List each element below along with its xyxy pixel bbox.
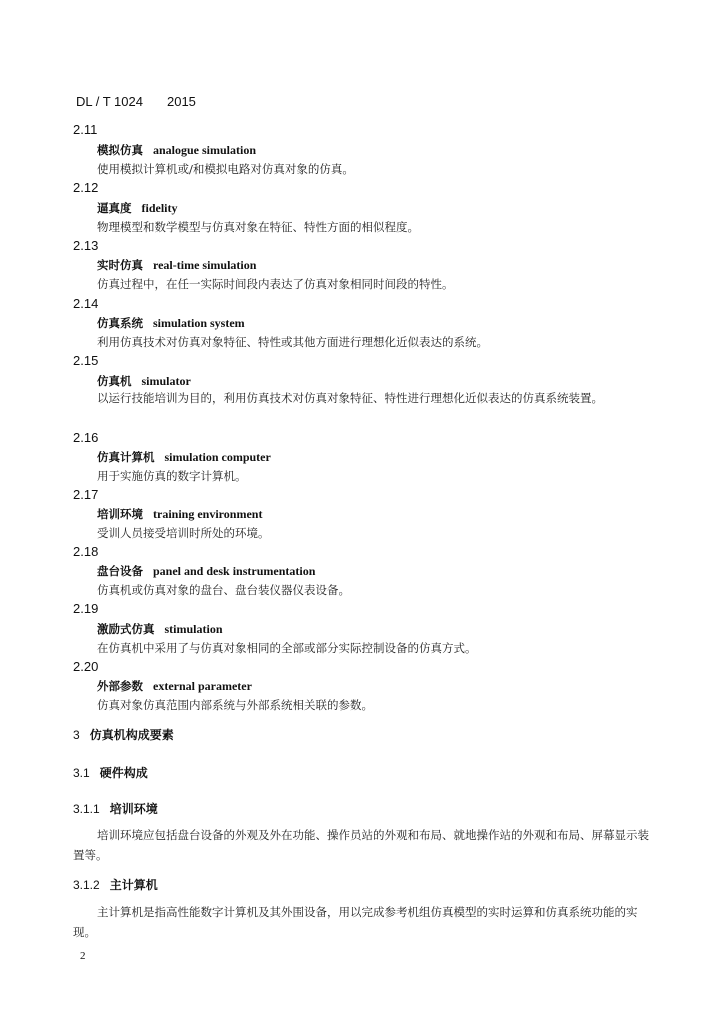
term-number: 2.20: [73, 659, 99, 674]
term-definition: 受训人员接受培训时所处的环境。: [97, 526, 270, 540]
term-definition: 仿真对象仿真范围内部系统与外部系统相关联的参数。: [97, 698, 373, 712]
term-zh: 仿真机: [97, 374, 132, 388]
term-number: 2.17: [73, 487, 99, 502]
term-title: [97, 449, 271, 465]
term-definition: 利用仿真技术对仿真对象特征、特性或其他方面进行理想化近似表达的系统。: [97, 335, 488, 349]
term-en: analogue simulation: [153, 143, 257, 157]
section-heading: [73, 764, 148, 781]
term-zh: 培训环境: [97, 507, 143, 521]
term-number: 2.13: [73, 238, 99, 253]
term-zh: 逼真度: [97, 201, 132, 215]
term-definition: 以运行技能培训为目的，利用仿真技术对仿真对象特征、特性进行理想化近似表达的仿真系统装置。: [97, 391, 603, 405]
term-number: 2.18: [73, 544, 99, 559]
term-number: 2.15: [73, 353, 99, 368]
term-en: panel and desk instrumentation: [153, 564, 316, 578]
term-number: 2.16: [73, 430, 99, 445]
term-en: real-time simulation: [153, 258, 257, 272]
term-definition: 仿真过程中，在任一实际时间段内表达了仿真对象相同时间段的特性。: [97, 277, 454, 291]
section-number: 3.1.2: [73, 878, 100, 892]
term-definition: 在仿真机中采用了与仿真对象相同的全部或部分实际控制设备的仿真方式。: [97, 641, 477, 655]
section-body: 培训环境应包括盘台设备的外观及外在功能、操作员站的外观和布局、就地操作站的外观和布局、屏幕显示装置等。: [73, 828, 649, 862]
section-title: 培训环境: [109, 802, 158, 816]
term-definition: 使用模拟计算机或/和模拟电路对仿真对象的仿真。: [97, 162, 354, 176]
term-title: [97, 621, 223, 637]
section-title: 主计算机: [109, 878, 158, 892]
section-title: 硬件构成: [99, 766, 148, 780]
term-en: stimulation: [164, 622, 223, 636]
term-en: training environment: [153, 507, 263, 521]
term-number: 2.11: [73, 122, 98, 137]
section-body: 主计算机是指高性能数字计算机及其外围设备，用以完成参考机组仿真模型的实时运算和仿真系统功能的实现。: [73, 905, 638, 939]
section-title: 仿真机构成要素: [89, 728, 174, 742]
term-en: simulation system: [153, 316, 245, 330]
term-en: simulation computer: [164, 450, 271, 464]
page-number: 2: [80, 950, 86, 962]
term-title: [97, 200, 178, 216]
term-title: [97, 142, 256, 158]
term-definition: 物理模型和数学模型与仿真对象在特征、特性方面的相似程度。: [97, 220, 419, 234]
term-title: [97, 315, 245, 331]
section-number: 3.1: [73, 766, 90, 780]
section-number: 3.1.1: [73, 802, 100, 816]
term-definition: 用于实施仿真的数字计算机。: [97, 469, 247, 483]
term-zh: 仿真计算机: [97, 450, 155, 464]
section-heading: [73, 726, 174, 743]
term-definition: 仿真机或仿真对象的盘台、盘台装仪器仪表设备。: [97, 583, 350, 597]
term-en: fidelity: [141, 201, 178, 215]
term-number: 2.12: [73, 180, 99, 195]
standard-code: DL / T 1024: [76, 94, 143, 109]
term-zh: 外部参数: [97, 679, 143, 693]
term-zh: 仿真系统: [97, 316, 143, 330]
page-header: [76, 94, 196, 109]
term-title: [97, 563, 315, 579]
section-number: 3: [73, 728, 80, 742]
term-zh: 模拟仿真: [97, 143, 143, 157]
term-zh: 实时仿真: [97, 258, 143, 272]
term-title: [97, 257, 256, 273]
term-title: [97, 678, 252, 694]
section-heading: [73, 876, 158, 893]
term-title: [97, 506, 262, 522]
term-zh: 激励式仿真: [97, 622, 155, 636]
term-number: 2.14: [73, 296, 99, 311]
section-heading: [73, 800, 158, 817]
term-title: [97, 373, 191, 389]
term-en: simulator: [141, 374, 191, 388]
term-number: 2.19: [73, 601, 99, 616]
standard-year: 2015: [166, 94, 196, 109]
term-en: external parameter: [153, 679, 252, 693]
term-zh: 盘台设备: [97, 564, 143, 578]
